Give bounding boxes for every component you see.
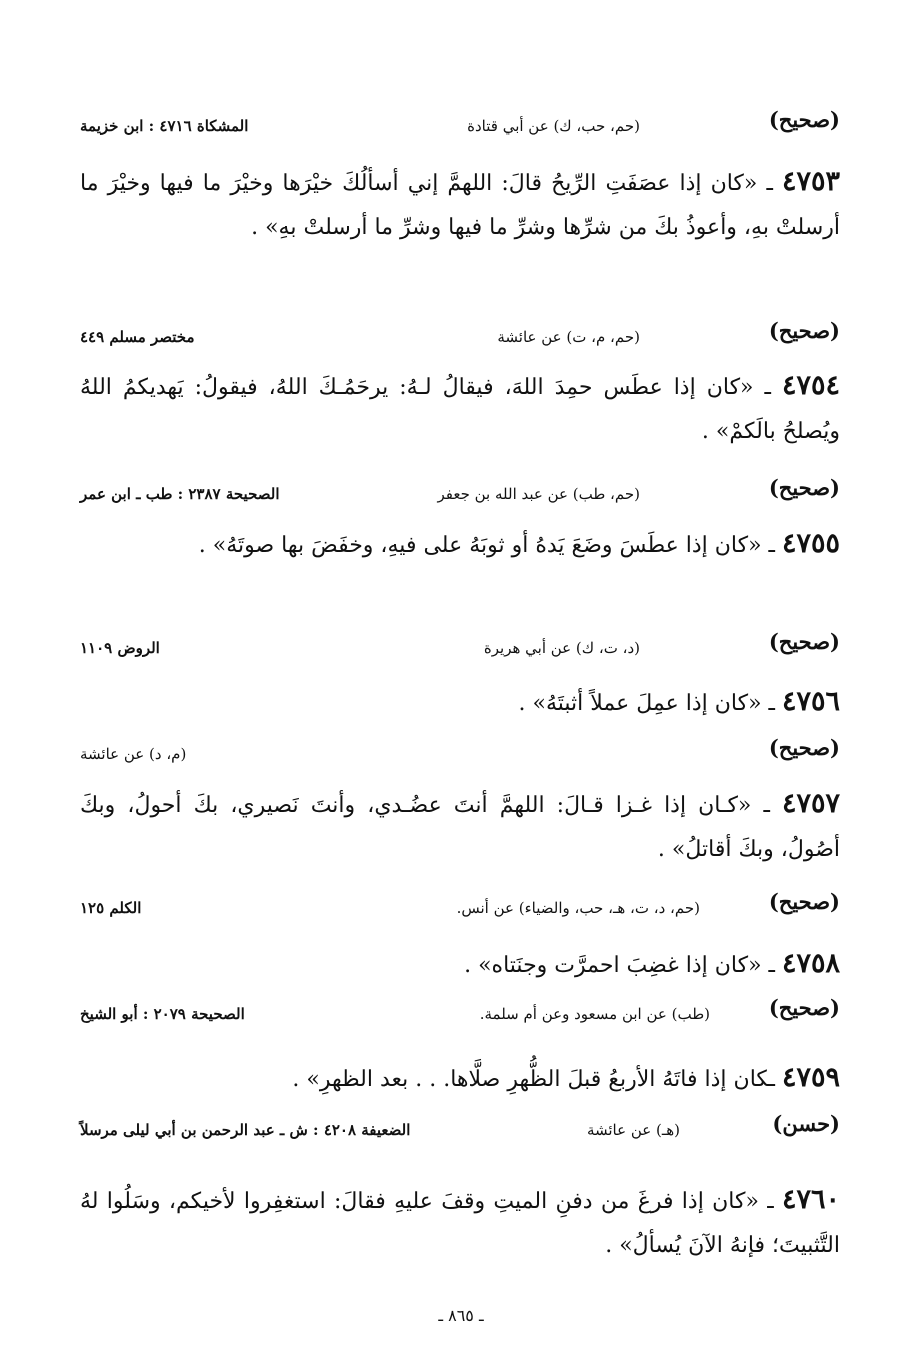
source-label: (حم، د، ت، هـ، حب، والضياء) عن أنس. xyxy=(456,899,700,917)
source-label: (حم، طب) عن عبد الله بن جعفر xyxy=(437,485,640,503)
source-label: (د، ت، ك) عن أبي هريرة xyxy=(483,639,640,657)
hadith-text xyxy=(80,680,840,726)
reference-label: المشكاة ٤٧١٦ : ابن خزيمة xyxy=(80,117,249,135)
hadith-body: ـ «كـان إذا غـزا قـالَ: اللهمَّ أنتَ عضُـدي، وأنتَ نَصيري، بكَ أحولُ، وبكَ أصُولُ، وبكَ أقاتلُ» . xyxy=(80,793,840,862)
hadith-meta xyxy=(80,889,840,920)
reference-label: الصحيحة ٢٠٧٩ : أبو الشيخ xyxy=(80,1005,245,1023)
hadith-number: ٤٧٥٨ xyxy=(781,948,840,979)
hadith-meta xyxy=(80,475,840,506)
reference-label: الضعيفة ٤٢٠٨ : ش ـ عبد الرحمن بن أبي ليلى مرسلاً xyxy=(80,1121,411,1139)
grade-label: (صحيح) xyxy=(768,475,840,500)
hadith-body: ـكان إذا فاتَهُ الأربعُ قبلَ الظُّهرِ صلَّاها. . . بعد الظهرِ» . xyxy=(292,1067,782,1092)
grade-label: (صحيح) xyxy=(768,889,840,914)
hadith-number: ٤٧٥٧ xyxy=(781,788,840,819)
reference-label: الكلم ١٢٥ xyxy=(80,899,142,917)
hadith-meta xyxy=(80,629,840,660)
page-number: ـ ٨٦٥ ـ xyxy=(438,1306,484,1325)
grade-label: (صحيح) xyxy=(768,995,840,1020)
reference-label: مختصر مسلم ٤٤٩ xyxy=(80,328,195,346)
hadith-meta xyxy=(80,1111,840,1142)
hadith-body: ـ «كان إذا عطَسَ وضَعَ يَدهُ أو ثوبَهُ على فيهِ، وخفَضَ بها صوتَهُ» . xyxy=(198,533,782,558)
hadith-meta xyxy=(80,318,840,349)
hadith-meta xyxy=(80,995,840,1026)
hadith-number: ٤٧٥٦ xyxy=(781,686,840,717)
grade-label: (حسن) xyxy=(772,1111,840,1136)
hadith-text xyxy=(80,1056,840,1102)
hadith-text xyxy=(80,522,840,568)
hadith-number: ٤٧٥٩ xyxy=(781,1062,840,1093)
hadith-body: ـ «كان إذا عمِلَ عملاً أثبتَهُ» . xyxy=(518,691,782,716)
source-label: (هـ) عن عائشة xyxy=(586,1121,680,1139)
hadith-meta xyxy=(80,107,840,138)
hadith-body: ـ «كان إذا عصَفَتِ الرِّيحُ قالَ: اللهمَّ إني أسألُكَ خيْرَها وخيْرَ ما فيها وخيْرَ ما أرسلتْ بهِ، وأعوذُ بكَ من شرِّها وشرِّ ما فيها وشرِّ ما أرسلتْ بهِ» . xyxy=(80,171,840,240)
hadith-text xyxy=(80,364,840,454)
hadith-body: ـ «كان إذا فرغَ من دفنِ الميتِ وقفَ عليهِ فقالَ: استغفِروا لأخيكم، وسَلُوا لهُ التَّثبيتَ؛ فإنهُ الآنَ يُسألُ» . xyxy=(80,1189,840,1258)
reference-label: الصحيحة ٢٣٨٧ : طب ـ ابن عمر xyxy=(80,485,280,503)
hadith-text xyxy=(80,1178,840,1268)
hadith-meta xyxy=(80,735,840,766)
hadith-body: ـ «كان إذا عطَس حمِدَ اللهَ، فيقالُ لـهُ: يرحَمُـكَ اللهُ، فيقولُ: يَهديكمُ اللهُ ويُصلحُ بالَكمْ» . xyxy=(80,375,840,444)
reference-label: الروض ١١٠٩ xyxy=(80,639,160,657)
source-label: (طب) عن ابن مسعود وعن أم سلمة. xyxy=(479,1005,710,1023)
grade-label: (صحيح) xyxy=(768,735,840,760)
hadith-body: ـ «كان إذا غضِبَ احمرَّت وجنَتاه» . xyxy=(464,953,782,978)
hadith-number: ٤٧٥٥ xyxy=(781,528,840,559)
source-label: (حم، حب، ك) عن أبي قتادة xyxy=(467,117,640,135)
hadith-text xyxy=(80,160,840,250)
hadith-text xyxy=(80,942,840,988)
source-label: (م، د) عن عائشة xyxy=(80,745,187,763)
grade-label: (صحيح) xyxy=(768,629,840,654)
source-label: (حم، م، ت) عن عائشة xyxy=(497,328,640,346)
grade-label: (صحيح) xyxy=(768,107,840,132)
hadith-number: ٤٧٥٤ xyxy=(781,370,840,401)
hadith-number: ٤٧٦٠ xyxy=(781,1184,840,1215)
grade-label: (صحيح) xyxy=(768,318,840,343)
hadith-text xyxy=(80,782,840,872)
hadith-number: ٤٧٥٣ xyxy=(781,166,840,197)
